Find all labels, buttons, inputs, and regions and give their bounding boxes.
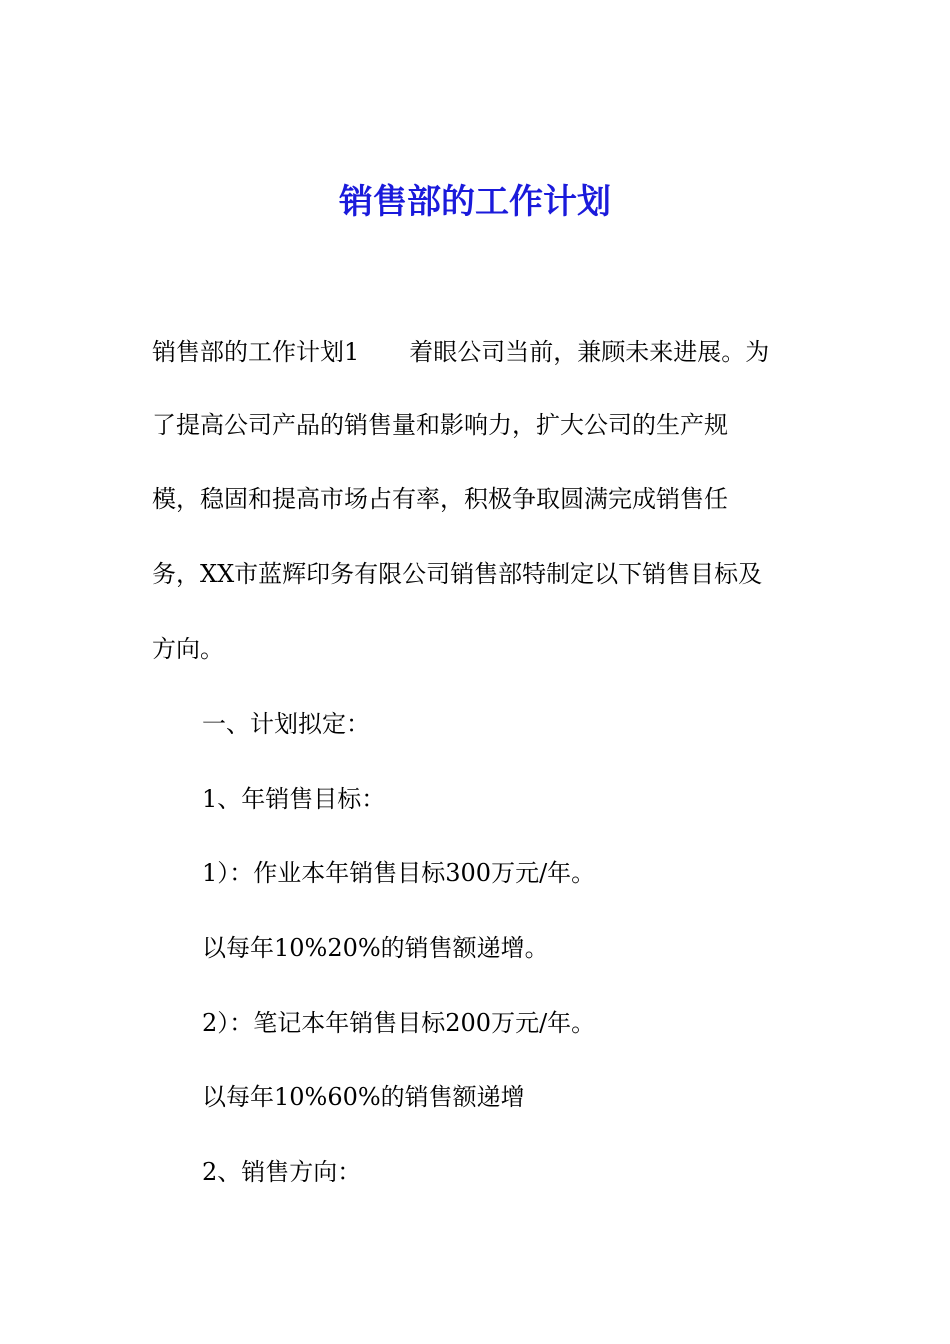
intro-text: 着眼公司当前，兼顾未来进展。为 <box>409 338 770 366</box>
target-item-1-growth: 以每年10%20%的销售额递增。 <box>202 934 549 962</box>
target-item-1: 1）：作业本年销售目标300万元/年。 <box>202 859 596 887</box>
intro-line-3: 模，稳固和提高市场占有率，积极争取圆满完成销售任 <box>152 485 728 513</box>
section-sales-direction: 2、销售方向： <box>202 1158 362 1186</box>
section-annual-target: 1、年销售目标： <box>202 785 386 813</box>
target-item-2: 2）：笔记本年销售目标200万元/年。 <box>202 1009 596 1037</box>
intro-lead: 销售部的工作计划1 <box>152 338 360 366</box>
section-heading-plan: 一、计划拟定： <box>202 710 370 738</box>
intro-line-2: 了提高公司产品的销售量和影响力，扩大公司的生产规 <box>152 411 728 439</box>
intro-line-1 <box>152 334 769 370</box>
document-title: 销售部的工作计划 <box>339 182 611 222</box>
intro-line-5: 方向。 <box>152 635 224 663</box>
intro-line-4: 务，XX市蓝辉印务有限公司销售部特制定以下销售目标及 <box>152 560 763 588</box>
target-item-2-growth: 以每年10%60%的销售额递增 <box>202 1083 525 1111</box>
